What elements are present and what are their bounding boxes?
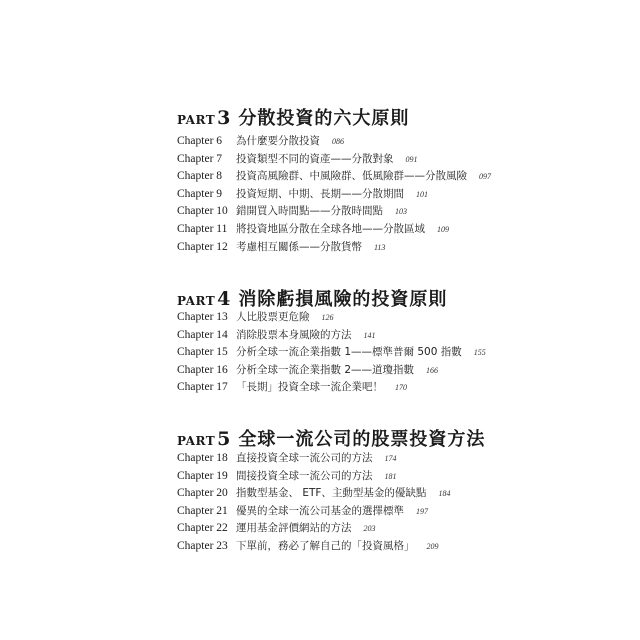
chapter-title: 分析全球一流企業指數 2——道瓊指數 (236, 363, 415, 376)
chapter-page-number: 113 (374, 242, 386, 252)
chapter-label: Chapter 21 (177, 504, 228, 517)
chapter-row[interactable] (177, 239, 491, 257)
chapter-row[interactable] (177, 520, 450, 538)
chapter-row[interactable] (177, 327, 486, 345)
part-number: 5 (217, 428, 231, 450)
chapter-title: 錯開買入時間點——分散時間點 (236, 205, 383, 218)
chapter-label: Chapter 9 (177, 187, 223, 200)
chapter-label: Chapter 17 (177, 381, 228, 394)
chapter-page-number: 086 (332, 137, 344, 146)
chapter-row[interactable] (177, 362, 486, 380)
chapter-label: Chapter 23 (177, 539, 228, 552)
part-4-heading (177, 285, 447, 311)
chapter-label: Chapter 20 (177, 487, 228, 500)
part-3-chapter-list (177, 133, 491, 256)
chapter-title: 「長期」投資全球一流企業吧！ (236, 381, 383, 394)
chapter-row[interactable] (177, 309, 486, 327)
part-title: 全球一流公司的股票投資方法 (238, 429, 486, 450)
chapter-title: 投資類型不同的資產——分散對象 (236, 152, 394, 165)
chapter-label: Chapter 18 (177, 452, 228, 464)
part-5-heading (177, 425, 485, 451)
chapter-title: 投資高風險群、中風險群、低風險群——分散風險 (236, 170, 467, 183)
part-number: 3 (217, 107, 231, 129)
chapter-title: 消除股票本身風險的方法 (236, 328, 352, 341)
chapter-page-number: 166 (426, 365, 439, 375)
chapter-label: Chapter 13 (177, 311, 228, 323)
chapter-label: Chapter 15 (177, 346, 228, 359)
chapter-row[interactable] (177, 450, 450, 468)
part-label: PART (177, 294, 216, 308)
chapter-row[interactable] (177, 485, 450, 503)
chapter-label: Chapter 22 (177, 522, 228, 535)
chapter-page-number: 097 (479, 172, 491, 182)
chapter-row[interactable] (177, 203, 491, 221)
chapter-row[interactable] (177, 344, 486, 362)
chapter-label: Chapter 6 (177, 135, 223, 147)
chapter-row[interactable] (177, 379, 486, 397)
chapter-label: Chapter 14 (177, 328, 228, 341)
chapter-title: 人比股票更危險 (236, 311, 310, 323)
part-title: 消除虧損風險的投資原則 (238, 289, 448, 310)
chapter-page-number: 203 (363, 524, 376, 534)
chapter-page-number: 197 (416, 506, 428, 516)
chapter-row[interactable] (177, 468, 450, 486)
part-3-heading (177, 104, 409, 130)
chapter-page-number: 101 (416, 189, 428, 199)
chapter-page-number: 170 (395, 383, 407, 393)
chapter-row[interactable] (177, 151, 491, 169)
part-5-chapter-list (177, 450, 450, 556)
part-label: PART (177, 434, 216, 448)
chapter-page-number: 174 (384, 454, 397, 463)
chapter-title: 指數型基金、 ETF、主動型基金的優缺點 (236, 487, 427, 500)
chapter-label: Chapter 8 (177, 170, 223, 183)
chapter-title: 投資短期、中期、長期——分散期間 (236, 187, 404, 200)
chapter-page-number: 181 (384, 471, 397, 481)
part-4-chapter-list (177, 309, 486, 397)
chapter-row[interactable] (177, 538, 450, 556)
part-title: 分散投資的六大原則 (238, 108, 410, 129)
chapter-title: 分析全球一流企業指數 1——標準普爾 500 指數 (236, 346, 462, 359)
chapter-row[interactable] (177, 221, 491, 239)
chapter-title: 優異的全球一流公司基金的選擇標準 (236, 504, 404, 517)
chapter-title: 直接投資全球一流公司的方法 (236, 452, 373, 464)
chapter-row[interactable] (177, 133, 491, 151)
chapter-title: 為什麼要分散投資 (236, 135, 320, 147)
chapter-page-number: 103 (395, 207, 407, 217)
chapter-label: Chapter 11 (177, 222, 228, 235)
chapter-title: 運用基金評價網站的方法 (236, 522, 352, 535)
chapter-row[interactable] (177, 186, 491, 204)
chapter-row[interactable] (177, 168, 491, 186)
chapter-page-number: 126 (321, 313, 334, 322)
chapter-page-number: 091 (405, 154, 418, 164)
chapter-page-number: 184 (438, 489, 451, 499)
chapter-page-number: 141 (363, 330, 376, 340)
chapter-row[interactable] (177, 503, 450, 521)
chapter-label: Chapter 16 (177, 363, 228, 376)
chapter-label: Chapter 19 (177, 469, 228, 482)
chapter-title: 將投資地區分散在全球各地——分散區域 (236, 222, 425, 235)
chapter-title: 考慮相互關係——分散貨幣 (236, 240, 362, 253)
chapter-page-number: 109 (437, 224, 449, 234)
part-label: PART (177, 113, 216, 127)
chapter-title: 間接投資全球一流公司的方法 (236, 469, 373, 482)
chapter-title: 下單前，務必了解自己的「投資風格」 (236, 539, 415, 552)
chapter-label: Chapter 10 (177, 205, 228, 218)
part-number: 4 (217, 288, 231, 310)
chapter-label: Chapter 12 (177, 240, 228, 253)
chapter-page-number: 155 (473, 348, 486, 358)
chapter-label: Chapter 7 (177, 152, 223, 165)
chapter-page-number: 209 (426, 541, 439, 551)
